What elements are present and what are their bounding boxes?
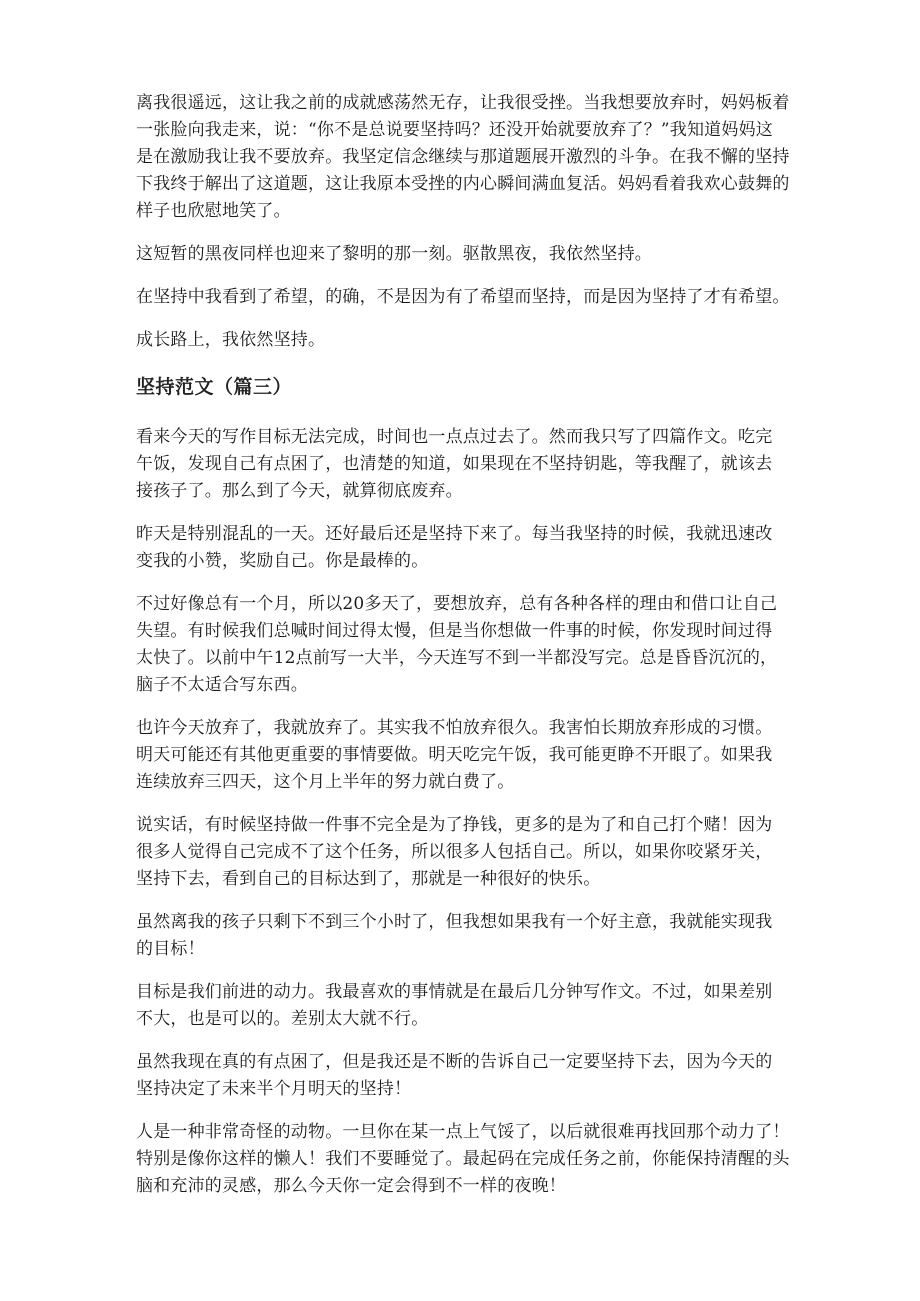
text-line: 不大，也是可以的。差别太大就不行。	[136, 1009, 429, 1029]
paragraph	[136, 284, 796, 311]
text-line: 特别是像你这样的懒人！我们不要睡觉了。最起码在完成任务之前，你能保持清醒的头	[136, 1149, 790, 1169]
paragraph	[136, 327, 796, 354]
paragraph	[136, 241, 796, 268]
text-line: 目标是我们前进的动力。我最喜欢的事情就是在最后几分钟写作文。不过，如果差别	[136, 982, 773, 1002]
paragraph	[136, 521, 796, 575]
text-line: 不过好像总有一个月，所以20多天了，要想放弃，总有各种各样的理由和借口让自己	[136, 594, 778, 614]
paragraph	[136, 1049, 796, 1103]
text-line: 失望。有时候我们总喊时间过得太慢，但是当你想做一件事的时候，你发现时间过得	[136, 621, 773, 641]
paragraph	[136, 909, 796, 963]
text-line: 接孩子了。那么到了今天，就算彻底废弃。	[136, 481, 463, 501]
text-line: 很多人觉得自己完成不了这个任务，所以很多人包括自己。所以，如果你咬紧牙关，	[136, 842, 773, 862]
text-line: 明天可能还有其他更重要的事情要做。明天吃完午饭，我可能更睁不开眼了。如果我	[136, 745, 773, 765]
text-line: 下我终于解出了这道题，这让我原本受挫的内心瞬间满血复活。妈妈看着我欢心鼓舞的	[136, 174, 790, 194]
paragraph	[136, 812, 796, 893]
document-body	[136, 90, 796, 1216]
text-line: 的目标！	[136, 939, 205, 959]
text-line: 太快了。以前中午12点前写一大半，今天连写不到一半都没写完。总是昏昏沉沉的，	[136, 648, 778, 668]
text-line: 是在激励我让我不要放弃。我坚定信念继续与那道题展开激烈的斗争。在我不懈的坚持	[136, 147, 790, 167]
text-line: 脑子不太适合写东西。	[136, 675, 308, 695]
text-line: 连续放弃三四天，这个月上半年的努力就白费了。	[136, 772, 515, 792]
paragraph	[136, 715, 796, 796]
paragraph	[136, 424, 796, 505]
paragraph	[136, 90, 796, 225]
paragraph	[136, 979, 796, 1033]
text-line: 虽然我现在真的有点困了，但是我还是不断的告诉自己一定要坚持下去，因为今天的	[136, 1052, 773, 1072]
text-line: 说实话，有时候坚持做一件事不完全是为了挣钱，更多的是为了和自己打个赌！因为	[136, 815, 773, 835]
text-line: 样子也欣慰地笑了。	[136, 201, 291, 221]
text-line: 午饭，发现自己有点困了，也清楚的知道，如果现在不坚持钥匙，等我醒了，就该去	[136, 454, 773, 474]
text-line: 脑和充沛的灵感，那么今天你一定会得到不一样的夜晚！	[136, 1176, 566, 1196]
text-line: 在坚持中我看到了希望，的确，不是因为有了希望而坚持，而是因为坚持了才有希望。	[136, 287, 790, 307]
text-line: 坚持下去，看到自己的目标达到了，那就是一种很好的快乐。	[136, 869, 601, 889]
section-heading: 坚持范文（篇三）	[136, 376, 293, 398]
paragraph	[136, 591, 796, 699]
text-line: 虽然离我的孩子只剩下不到三个小时了，但我想如果我有一个好主意，我就能实现我	[136, 912, 773, 932]
text-line: 这短暂的黑夜同样也迎来了黎明的那一刻。驱散黑夜，我依然坚持。	[136, 244, 652, 264]
text-line: 昨天是特别混乱的一天。还好最后还是坚持下来了。每当我坚持的时候，我就迅速改	[136, 524, 773, 544]
text-line: 成长路上，我依然坚持。	[136, 330, 326, 350]
text-line: 离我很遥远，这让我之前的成就感荡然无存，让我很受挫。当我想要放弃时，妈妈板着	[136, 93, 790, 113]
text-line: 也许今天放弃了，我就放弃了。其实我不怕放弃很久。我害怕长期放弃形成的习惯。	[136, 718, 773, 738]
text-line: 变我的小赞，奖励自己。你是最棒的。	[136, 551, 429, 571]
text-line: 坚持决定了未来半个月明天的坚持！	[136, 1079, 412, 1099]
text-line: 一张脸向我走来，说：“你不是总说要坚持吗？还没开始就要放弃了？”我知道妈妈这	[136, 120, 773, 140]
text-line: 看来今天的写作目标无法完成，时间也一点点过去了。然而我只写了四篇作文。吃完	[136, 427, 773, 447]
text-line: 人是一种非常奇怪的动物。一旦你在某一点上气馁了，以后就很难再找回那个动力了！	[136, 1122, 790, 1142]
paragraph	[136, 1119, 796, 1200]
